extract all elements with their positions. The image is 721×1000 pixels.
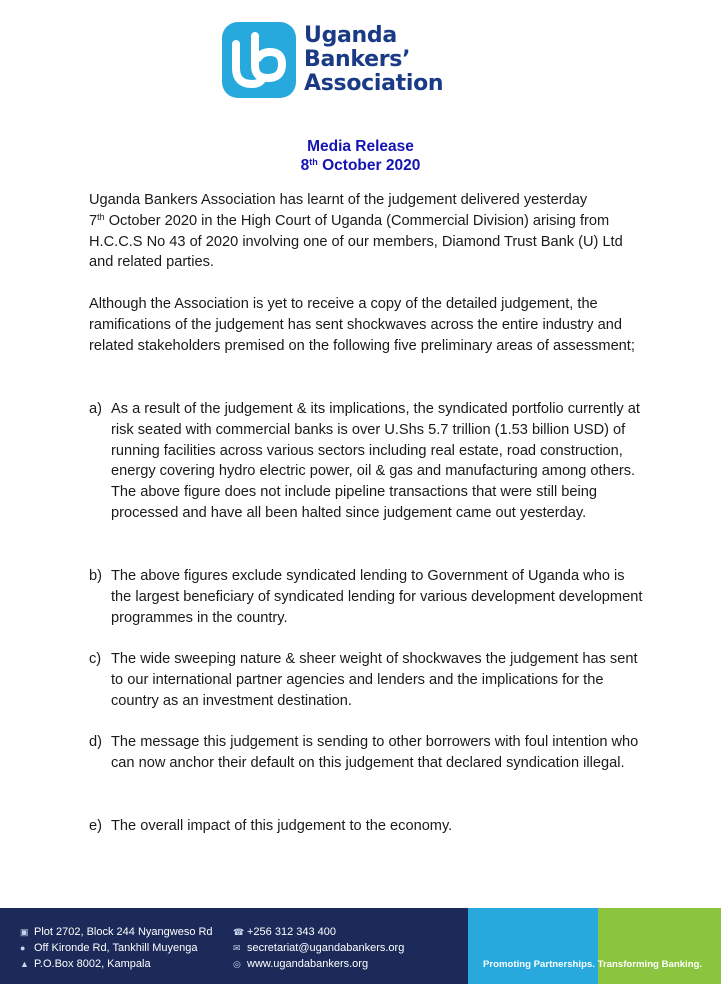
paragraph-assessment: Although the Association is yet to receive a copy of the detailed judgement, the ramifications of the judgement has sent shockwaves across the entire industry and related stakeholders premised on the following five preliminary areas of assessment; — [89, 296, 635, 354]
uba-logo — [222, 22, 452, 102]
email-icon: ✉ — [233, 943, 241, 953]
logo-line-3: Association — [304, 71, 444, 96]
release-date: 8th October 2020 — [300, 157, 421, 174]
logo-wordmark — [304, 24, 443, 96]
list-item-a: a) As a result of the judgement & its implications, the syndicated portfolio currently at risk seated with commercial banks is over U.Shs 5.7 trillion (1.53 billion USD) of running facilities across various sectors including real estate, road construction, energy covering hydro electric power, oil & gas and manufacturing among others. The above figure does not include pipeline transactions that were still being processed and have all been halted since judgement came out yesterday. — [89, 401, 640, 521]
footer-green-panel — [598, 908, 721, 984]
phone-icon: ☎ — [233, 927, 245, 937]
footer-address: ▣ Plot 2702, Block 244 Nyangweso Rd ● Off Kironde Rd, Tankhill Muyenga ▲ P.O.Box 8002, Kampala — [20, 926, 213, 970]
mailbox-icon: ▲ — [20, 959, 29, 969]
footer-cyan-panel — [468, 908, 598, 984]
list-item-d: d) The message this judgement is sending to other borrowers with foul intention who can now anchor their default on this judgement that declared syndication illegal. — [89, 734, 639, 771]
media-release-heading — [0, 137, 721, 175]
paragraph-intro: Uganda Bankers Association has learnt of the judgement delivered yesterday 7th October 2020 in the High Court of Uganda (Commercial Division) arising from H.C.C.S No 43 of 2020 involving one of our members, Diamond Trust Bank (U) Ltd and related parties. — [89, 192, 623, 271]
footer-contact — [233, 924, 404, 972]
footer-website[interactable]: www.ugandabankers.org — [247, 958, 369, 970]
footer-email[interactable]: secretariat@ugandabankers.org — [247, 942, 405, 954]
release-title: Media Release — [307, 138, 414, 155]
logo-line-1: Uganda — [304, 23, 397, 48]
logo-line-2: Bankers’ — [304, 47, 411, 72]
list-item-b: b) The above figures exclude syndicated lending to Government of Uganda who is the largest beneficiary of syndicated lending for various development development programmes in the country. — [89, 568, 643, 626]
footer-tagline: Promoting Partnerships. Transforming Banking. — [483, 959, 703, 970]
list-item-e: e) The overall impact of this judgement to the economy. — [89, 818, 453, 834]
globe-icon: ◎ — [233, 959, 241, 969]
building-icon: ▣ — [20, 927, 29, 937]
footer-phone[interactable]: +256 312 343 400 — [247, 926, 337, 938]
location-pin-icon: ● — [20, 943, 26, 953]
list-item-c: c) The wide sweeping nature & sheer weight of shockwaves the judgement has sent to our international partner agencies and lenders and the implications for the country as an investment destination. — [89, 651, 638, 709]
page-footer — [0, 908, 721, 984]
uba-logo-icon — [222, 22, 296, 98]
